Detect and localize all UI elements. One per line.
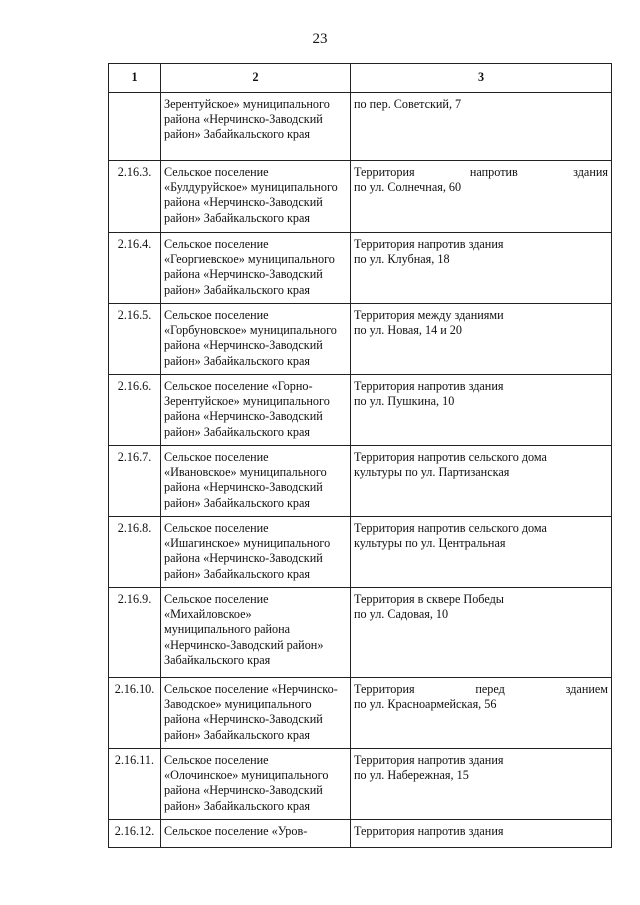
location-cell: [351, 517, 612, 588]
settlement-name-cell: [161, 161, 351, 233]
row-number: 2.16.10.: [109, 678, 161, 749]
location-line: по ул. Пушкина, 10: [354, 394, 455, 409]
settlement-name-line: района «Нерчинско-Заводский: [164, 480, 323, 495]
settlement-name-line: «Олочинское» муниципального: [164, 768, 329, 783]
column-header-location: 3: [351, 64, 612, 93]
row-number: 2.16.8.: [109, 517, 161, 588]
settlement-name-line: района «Нерчинско-Заводский: [164, 551, 323, 566]
row-number: 2.16.11.: [109, 749, 161, 820]
page-number: 23: [312, 31, 328, 47]
table-row: [109, 588, 612, 678]
location-line: по ул. Набережная, 15: [354, 768, 469, 783]
location-line: Территория перед зданием: [354, 682, 608, 696]
settlement-name-line: района «Нерчинско-Заводский: [164, 338, 323, 353]
settlement-name-line: «Ивановское» муниципального: [164, 465, 327, 480]
location-line: Территория напротив здания: [354, 165, 608, 179]
column-header-settlement: 2: [161, 64, 351, 93]
location-line: Территория напротив здания: [354, 824, 504, 838]
settlement-name-line: Сельское поселение: [164, 592, 269, 606]
location-cell: [351, 446, 612, 517]
table-row: [109, 233, 612, 304]
location-cell: [351, 93, 612, 161]
table-row: [109, 161, 612, 233]
settlement-name-line: район» Забайкальского края: [164, 353, 310, 368]
location-cell: [351, 161, 612, 233]
table-row: [109, 820, 612, 848]
row-number: 2.16.9.: [109, 588, 161, 678]
settlement-name-cell: [161, 749, 351, 820]
location-cell: [351, 678, 612, 749]
location-line: культуры по ул. Центральная: [354, 536, 506, 551]
settlement-name-line: «Горбуновское» муниципального: [164, 323, 337, 338]
table-row: [109, 678, 612, 749]
location-line: Территория напротив сельского дома: [354, 521, 547, 535]
settlement-name-line: Сельское поселение: [164, 308, 269, 322]
table-body: [109, 93, 612, 848]
location-line: по пер. Советский, 7: [354, 97, 462, 111]
settlement-name-line: «Михайловское»: [164, 607, 252, 622]
settlement-name-cell: [161, 233, 351, 304]
column-header-number: 1: [109, 64, 161, 93]
table-row: [109, 446, 612, 517]
settlement-name-line: Зерентуйское» муниципального: [164, 97, 330, 111]
table-row: [109, 93, 612, 161]
row-number: 2.16.4.: [109, 233, 161, 304]
settlement-name-line: Заводское» муниципального: [164, 697, 312, 712]
settlement-name-line: Сельское поселение «Уров-: [164, 824, 308, 838]
row-number: [109, 93, 161, 161]
settlement-name-line: «Булдуруйское» муниципального: [164, 180, 338, 195]
location-line: Территория напротив здания: [354, 753, 504, 767]
location-line: по ул. Клубная, 18: [354, 252, 450, 267]
settlement-name-line: района «Нерчинско-Заводский: [164, 783, 323, 798]
settlement-name-cell: [161, 678, 351, 749]
location-cell: [351, 233, 612, 304]
settlement-name-cell: [161, 820, 351, 848]
location-cell: [351, 749, 612, 820]
location-cell: [351, 588, 612, 678]
row-number: 2.16.7.: [109, 446, 161, 517]
settlement-name-line: «Георгиевское» муниципального: [164, 252, 335, 267]
row-number: 2.16.5.: [109, 304, 161, 375]
settlement-name-line: Сельское поселение: [164, 165, 269, 179]
settlement-name-cell: [161, 93, 351, 161]
settlement-name-line: «Нерчинско-Заводский район»: [164, 637, 324, 652]
settlement-name-line: Сельское поселение «Горно-: [164, 379, 313, 393]
settlement-name-line: Забайкальского края: [164, 652, 271, 667]
location-line: по ул. Новая, 14 и 20: [354, 323, 462, 338]
table-header-row: [109, 64, 612, 93]
settlement-name-line: район» Забайкальского края: [164, 798, 310, 813]
settlement-name-line: «Ишагинское» муниципального: [164, 536, 331, 551]
settlement-name-line: район» Забайкальского края: [164, 127, 310, 142]
settlement-name-line: района «Нерчинско-Заводский: [164, 409, 323, 424]
location-line: по ул. Солнечная, 60: [354, 180, 462, 195]
settlement-name-line: района «Нерчинско-Заводский: [164, 267, 323, 282]
settlement-name-line: Сельское поселение: [164, 237, 269, 251]
settlement-name-line: район» Забайкальского края: [164, 727, 310, 742]
location-cell: [351, 304, 612, 375]
location-line: по ул. Красноармейская, 56: [354, 697, 497, 712]
settlement-name-line: района «Нерчинско-Заводский: [164, 195, 323, 210]
settlement-name-line: район» Забайкальского края: [164, 210, 310, 225]
settlement-name-line: района «Нерчинско-Заводский: [164, 112, 323, 127]
settlement-name-line: района «Нерчинско-Заводский: [164, 712, 323, 727]
document-table: [108, 63, 612, 848]
row-number: 2.16.12.: [109, 820, 161, 848]
location-line: культуры по ул. Партизанская: [354, 465, 510, 480]
settlement-name-line: Сельское поселение «Нерчинско-: [164, 682, 338, 696]
settlement-name-line: район» Забайкальского края: [164, 495, 310, 510]
table-row: [109, 304, 612, 375]
location-line: Территория напротив здания: [354, 237, 504, 251]
settlement-name-cell: [161, 375, 351, 446]
table-row: [109, 375, 612, 446]
settlement-name-cell: [161, 304, 351, 375]
row-number: 2.16.3.: [109, 161, 161, 233]
row-number: 2.16.6.: [109, 375, 161, 446]
settlement-name-line: район» Забайкальского края: [164, 566, 310, 581]
location-line: Территория напротив здания: [354, 379, 504, 393]
table-row: [109, 749, 612, 820]
settlement-name-line: район» Забайкальского края: [164, 424, 310, 439]
settlement-name-line: район» Забайкальского края: [164, 282, 310, 297]
settlement-name-line: Сельское поселение: [164, 521, 269, 535]
location-line: Территория в сквере Победы: [354, 592, 504, 606]
settlement-name-line: Зерентуйское» муниципального: [164, 394, 330, 409]
location-cell: [351, 375, 612, 446]
settlement-name-cell: [161, 588, 351, 678]
location-line: Территория напротив сельского дома: [354, 450, 547, 464]
settlement-name-line: муниципального района: [164, 622, 291, 637]
table-row: [109, 517, 612, 588]
settlement-name-cell: [161, 517, 351, 588]
location-line: по ул. Садовая, 10: [354, 607, 449, 622]
settlement-name-line: Сельское поселение: [164, 450, 269, 464]
settlement-name-cell: [161, 446, 351, 517]
location-line: Территория между зданиями: [354, 308, 504, 322]
location-cell: [351, 820, 612, 848]
settlement-name-line: Сельское поселение: [164, 753, 269, 767]
